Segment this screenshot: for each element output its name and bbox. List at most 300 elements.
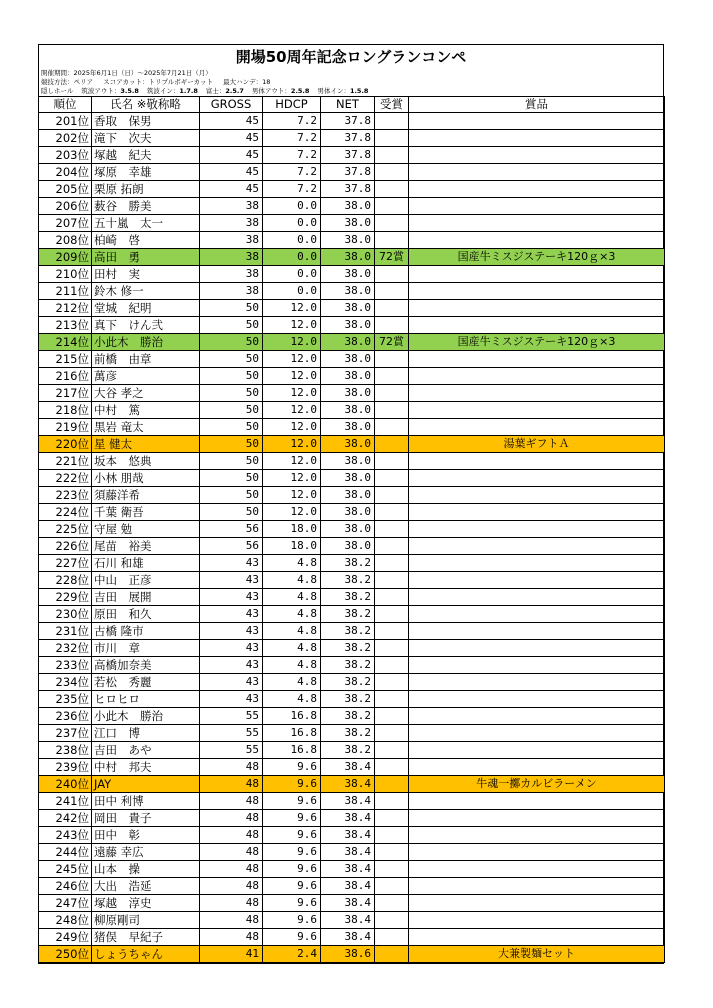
award-cell (375, 351, 409, 368)
hdcp-cell: 12.0 (263, 453, 321, 470)
name-cell: しょうちゃん (92, 946, 200, 963)
net-cell: 38.0 (321, 436, 375, 453)
name-cell: 尾苗 裕美 (92, 538, 200, 555)
net-cell: 37.8 (321, 130, 375, 147)
table-row (39, 300, 665, 317)
hdcp-cell: 4.8 (263, 674, 321, 691)
table-row (39, 691, 665, 708)
hdcp-cell: 7.2 (263, 147, 321, 164)
gross-cell: 48 (200, 810, 263, 827)
net-cell: 37.8 (321, 181, 375, 198)
hdcp-cell: 4.8 (263, 640, 321, 657)
award-cell (375, 538, 409, 555)
prize-cell (409, 623, 665, 640)
gross-cell: 43 (200, 606, 263, 623)
net-cell: 38.4 (321, 878, 375, 895)
net-cell: 38.0 (321, 300, 375, 317)
gross-cell: 55 (200, 708, 263, 725)
prize-cell (409, 198, 665, 215)
table-row (39, 640, 665, 657)
name-cell: 田中 利博 (92, 793, 200, 810)
prize-cell (409, 555, 665, 572)
net-cell: 38.2 (321, 623, 375, 640)
prize-cell (409, 317, 665, 334)
name-cell: 真下 けん弐 (92, 317, 200, 334)
hidden-hole-label: 富士： (205, 87, 226, 95)
prize-cell (409, 844, 665, 861)
hdcp-cell: 9.6 (263, 793, 321, 810)
prize-cell (409, 283, 665, 300)
table-row (39, 572, 665, 589)
gross-cell: 45 (200, 130, 263, 147)
prize-cell (409, 878, 665, 895)
table-row (39, 283, 665, 300)
award-cell (375, 708, 409, 725)
prize-cell (409, 606, 665, 623)
name-cell: 大出 浩延 (92, 878, 200, 895)
net-cell: 38.6 (321, 946, 375, 963)
rank-cell: 229位 (39, 589, 92, 606)
rank-cell: 207位 (39, 215, 92, 232)
gross-cell: 48 (200, 827, 263, 844)
net-cell: 38.2 (321, 657, 375, 674)
prize-cell: 大兼製麺セット (409, 946, 665, 963)
net-cell: 38.0 (321, 419, 375, 436)
hdcp-cell: 12.0 (263, 436, 321, 453)
award-cell (375, 572, 409, 589)
prize-cell (409, 351, 665, 368)
gross-cell: 48 (200, 776, 263, 793)
gross-cell: 48 (200, 793, 263, 810)
rank-cell: 234位 (39, 674, 92, 691)
gross-cell: 50 (200, 300, 263, 317)
hdcp-cell: 4.8 (263, 555, 321, 572)
net-cell: 38.2 (321, 640, 375, 657)
award-cell (375, 912, 409, 929)
award-cell (375, 640, 409, 657)
table-row (39, 402, 665, 419)
rank-cell: 245位 (39, 861, 92, 878)
award-cell (375, 759, 409, 776)
hidden-hole-item (252, 87, 310, 95)
hdcp-cell: 12.0 (263, 317, 321, 334)
gross-cell: 38 (200, 283, 263, 300)
award-cell (375, 827, 409, 844)
prize-cell (409, 725, 665, 742)
rank-cell: 211位 (39, 283, 92, 300)
prize-cell (409, 895, 665, 912)
name-cell: 山本 操 (92, 861, 200, 878)
rank-cell: 219位 (39, 419, 92, 436)
award-cell (375, 419, 409, 436)
table-row (39, 147, 665, 164)
gross-cell: 55 (200, 742, 263, 759)
net-cell: 38.0 (321, 521, 375, 538)
gross-cell: 48 (200, 929, 263, 946)
prize-cell (409, 266, 665, 283)
prize-cell (409, 504, 665, 521)
gross-cell: 50 (200, 419, 263, 436)
table-row (39, 827, 665, 844)
rank-cell: 247位 (39, 895, 92, 912)
table-row (39, 113, 665, 130)
name-cell: 萬彦 (92, 368, 200, 385)
table-row (39, 844, 665, 861)
table-row (39, 878, 665, 895)
rank-cell: 213位 (39, 317, 92, 334)
prize-cell (409, 810, 665, 827)
name-cell: 中村 邦夫 (92, 759, 200, 776)
rank-cell: 244位 (39, 844, 92, 861)
name-cell: 小此木 勝治 (92, 334, 200, 351)
rank-cell: 221位 (39, 453, 92, 470)
net-cell: 38.0 (321, 385, 375, 402)
net-cell: 38.2 (321, 742, 375, 759)
hidden-hole-value: 2.5.7 (225, 87, 244, 95)
rank-cell: 238位 (39, 742, 92, 759)
net-cell: 38.4 (321, 861, 375, 878)
name-cell: 守屋 勉 (92, 521, 200, 538)
name-cell: 中村 篤 (92, 402, 200, 419)
table-row (39, 266, 665, 283)
net-cell: 38.2 (321, 708, 375, 725)
table-row (39, 929, 665, 946)
hidden-hole-label: 隠しホール (41, 87, 74, 95)
prize-cell (409, 589, 665, 606)
gross-cell: 38 (200, 249, 263, 266)
hdcp-cell: 0.0 (263, 215, 321, 232)
table-row (39, 453, 665, 470)
name-cell: 柳原剛司 (92, 912, 200, 929)
name-cell: 須藤洋希 (92, 487, 200, 504)
prize-cell (409, 827, 665, 844)
table-row (39, 555, 665, 572)
table-row (39, 419, 665, 436)
hidden-hole-item (317, 87, 368, 95)
net-cell: 38.0 (321, 504, 375, 521)
net-cell: 38.2 (321, 725, 375, 742)
award-cell (375, 385, 409, 402)
prize-cell: 国産牛ミスジステーキ120ｇ×3 (409, 334, 665, 351)
hidden-hole-value: 3.5.8 (120, 87, 139, 95)
net-cell: 38.0 (321, 402, 375, 419)
gross-cell: 50 (200, 317, 263, 334)
award-cell: 72賞 (375, 249, 409, 266)
name-cell: 高田 勇 (92, 249, 200, 266)
award-cell (375, 623, 409, 640)
net-cell: 38.0 (321, 266, 375, 283)
gross-cell: 48 (200, 878, 263, 895)
gross-cell: 48 (200, 861, 263, 878)
name-cell: 市川 章 (92, 640, 200, 657)
award-cell (375, 776, 409, 793)
net-cell: 38.4 (321, 759, 375, 776)
prize-cell (409, 572, 665, 589)
table-row (39, 470, 665, 487)
hdcp-cell: 7.2 (263, 113, 321, 130)
hdcp-cell: 18.0 (263, 538, 321, 555)
table-row (39, 674, 665, 691)
net-cell: 38.2 (321, 606, 375, 623)
hdcp-cell: 9.6 (263, 759, 321, 776)
prize-cell (409, 691, 665, 708)
rank-cell: 227位 (39, 555, 92, 572)
net-cell: 38.0 (321, 453, 375, 470)
prize-cell (409, 487, 665, 504)
award-cell (375, 691, 409, 708)
prize-cell: 牛魂一擲カルビラーメン (409, 776, 665, 793)
hidden-hole-item (81, 87, 139, 95)
table-row (39, 606, 665, 623)
name-cell: 中山 正彦 (92, 572, 200, 589)
award-cell (375, 402, 409, 419)
prize-cell (409, 368, 665, 385)
prize-cell (409, 164, 665, 181)
hdcp-cell: 9.6 (263, 912, 321, 929)
name-cell: ヒロヒロ (92, 691, 200, 708)
rank-cell: 226位 (39, 538, 92, 555)
header-award: 受賞 (375, 97, 409, 113)
net-cell: 38.0 (321, 198, 375, 215)
rank-cell: 202位 (39, 130, 92, 147)
gross-cell: 43 (200, 572, 263, 589)
award-cell (375, 810, 409, 827)
award-cell (375, 300, 409, 317)
name-cell: 鈴木 修一 (92, 283, 200, 300)
prize-cell (409, 742, 665, 759)
rank-cell: 205位 (39, 181, 92, 198)
rank-cell: 209位 (39, 249, 92, 266)
net-cell: 38.4 (321, 776, 375, 793)
award-cell (375, 436, 409, 453)
rank-cell: 228位 (39, 572, 92, 589)
name-cell: 栗原 拓朗 (92, 181, 200, 198)
net-cell: 38.0 (321, 351, 375, 368)
hdcp-cell: 12.0 (263, 385, 321, 402)
name-cell: 滝下 次夫 (92, 130, 200, 147)
award-cell (375, 657, 409, 674)
hdcp-cell: 9.6 (263, 929, 321, 946)
hdcp-cell: 12.0 (263, 351, 321, 368)
header-net: NET (321, 97, 375, 113)
gross-cell: 43 (200, 555, 263, 572)
net-cell: 38.0 (321, 538, 375, 555)
gross-cell: 41 (200, 946, 263, 963)
header-rank: 順位 (39, 97, 92, 113)
rank-cell: 231位 (39, 623, 92, 640)
rank-cell: 233位 (39, 657, 92, 674)
name-cell: 薮谷 勝美 (92, 198, 200, 215)
table-row (39, 368, 665, 385)
award-cell (375, 130, 409, 147)
rank-cell: 248位 (39, 912, 92, 929)
name-cell: 小此木 勝治 (92, 708, 200, 725)
results-sheet (38, 44, 664, 964)
net-cell: 38.2 (321, 674, 375, 691)
table-row (39, 725, 665, 742)
award-cell (375, 266, 409, 283)
name-cell: 塚越 淳史 (92, 895, 200, 912)
table-row (39, 793, 665, 810)
gross-cell: 50 (200, 436, 263, 453)
hdcp-cell: 12.0 (263, 487, 321, 504)
gross-cell: 55 (200, 725, 263, 742)
net-cell: 38.0 (321, 283, 375, 300)
gross-cell: 48 (200, 895, 263, 912)
hidden-hole-value: 2.5.8 (290, 87, 310, 95)
name-cell: 吉田 あや (92, 742, 200, 759)
event-period (39, 69, 663, 78)
award-cell (375, 504, 409, 521)
hdcp-cell: 9.6 (263, 810, 321, 827)
rank-cell: 206位 (39, 198, 92, 215)
prize-cell (409, 759, 665, 776)
rank-cell: 204位 (39, 164, 92, 181)
name-cell: 石川 和雄 (92, 555, 200, 572)
name-cell: 大谷 孝之 (92, 385, 200, 402)
award-cell (375, 674, 409, 691)
rank-cell: 222位 (39, 470, 92, 487)
table-row (39, 436, 665, 453)
name-cell: 五十嵐 太一 (92, 215, 200, 232)
table-row (39, 198, 665, 215)
net-cell: 38.0 (321, 215, 375, 232)
hdcp-cell: 4.8 (263, 572, 321, 589)
prize-cell (409, 181, 665, 198)
gross-cell: 45 (200, 147, 263, 164)
net-cell: 38.2 (321, 555, 375, 572)
net-cell: 38.0 (321, 249, 375, 266)
name-cell: 高橋加奈美 (92, 657, 200, 674)
event-period-text: 開催期間：2025年6月1日（日）〜2025年7月21日（月） (41, 69, 212, 77)
award-cell (375, 198, 409, 215)
prize-cell (409, 640, 665, 657)
gross-cell: 45 (200, 113, 263, 130)
net-cell: 38.4 (321, 844, 375, 861)
name-cell: 原田 和久 (92, 606, 200, 623)
award-cell (375, 742, 409, 759)
prize-cell (409, 113, 665, 130)
hdcp-cell: 0.0 (263, 198, 321, 215)
net-cell: 37.8 (321, 113, 375, 130)
rank-cell: 240位 (39, 776, 92, 793)
gross-cell: 48 (200, 759, 263, 776)
rank-cell: 225位 (39, 521, 92, 538)
table-row (39, 385, 665, 402)
rank-cell: 249位 (39, 929, 92, 946)
gross-cell: 43 (200, 589, 263, 606)
net-cell: 38.2 (321, 691, 375, 708)
net-cell: 38.4 (321, 912, 375, 929)
hdcp-cell: 7.2 (263, 181, 321, 198)
award-cell (375, 487, 409, 504)
results-table (38, 96, 665, 963)
gross-cell: 38 (200, 232, 263, 249)
award-cell (375, 946, 409, 963)
award-cell (375, 589, 409, 606)
rank-cell: 250位 (39, 946, 92, 963)
name-cell: 岡田 貴子 (92, 810, 200, 827)
hdcp-cell: 7.2 (263, 130, 321, 147)
award-cell (375, 368, 409, 385)
gross-cell: 50 (200, 504, 263, 521)
hidden-hole-item (206, 87, 244, 95)
hidden-hole-item (147, 87, 198, 95)
rank-cell: 215位 (39, 351, 92, 368)
gross-cell: 50 (200, 453, 263, 470)
table-row (39, 895, 665, 912)
results-body (39, 113, 665, 963)
hdcp-cell: 12.0 (263, 334, 321, 351)
award-cell (375, 113, 409, 130)
hdcp-cell: 12.0 (263, 470, 321, 487)
prize-cell (409, 215, 665, 232)
prize-cell (409, 470, 665, 487)
table-row (39, 249, 665, 266)
gross-cell: 50 (200, 368, 263, 385)
name-cell: 塚越 紀夫 (92, 147, 200, 164)
hdcp-cell: 12.0 (263, 402, 321, 419)
hdcp-cell: 2.4 (263, 946, 321, 963)
table-row (39, 317, 665, 334)
table-row (39, 623, 665, 640)
prize-cell (409, 402, 665, 419)
name-cell: 田中 彰 (92, 827, 200, 844)
award-cell (375, 555, 409, 572)
prize-cell: 国産牛ミスジステーキ120ｇ×3 (409, 249, 665, 266)
hdcp-cell: 9.6 (263, 844, 321, 861)
net-cell: 38.0 (321, 317, 375, 334)
hdcp-cell: 0.0 (263, 249, 321, 266)
table-row (39, 742, 665, 759)
rank-cell: 223位 (39, 487, 92, 504)
name-cell: 田村 実 (92, 266, 200, 283)
rank-cell: 243位 (39, 827, 92, 844)
table-row (39, 351, 665, 368)
table-row (39, 912, 665, 929)
name-cell: 千葉 衛吾 (92, 504, 200, 521)
name-cell: 古橋 隆市 (92, 623, 200, 640)
table-row (39, 164, 665, 181)
award-cell (375, 317, 409, 334)
hidden-hole-value: 1.7.8 (179, 87, 198, 95)
award-cell (375, 164, 409, 181)
table-row (39, 181, 665, 198)
gross-cell: 48 (200, 844, 263, 861)
net-cell: 38.0 (321, 470, 375, 487)
hdcp-cell: 12.0 (263, 368, 321, 385)
name-cell: JAY (92, 776, 200, 793)
gross-cell: 38 (200, 215, 263, 232)
header-gross: GROSS (200, 97, 263, 113)
rank-cell: 210位 (39, 266, 92, 283)
prize-cell (409, 232, 665, 249)
hidden-hole-value: 1.5.8 (349, 87, 369, 95)
hdcp-cell: 16.8 (263, 742, 321, 759)
net-cell: 38.4 (321, 810, 375, 827)
table-row (39, 232, 665, 249)
hdcp-cell: 0.0 (263, 283, 321, 300)
award-cell (375, 895, 409, 912)
name-cell: 堂城 紀明 (92, 300, 200, 317)
rank-cell: 239位 (39, 759, 92, 776)
gross-cell: 56 (200, 521, 263, 538)
rank-cell: 212位 (39, 300, 92, 317)
hdcp-cell: 0.0 (263, 266, 321, 283)
rank-cell: 220位 (39, 436, 92, 453)
net-cell: 38.4 (321, 827, 375, 844)
prize-cell (409, 912, 665, 929)
